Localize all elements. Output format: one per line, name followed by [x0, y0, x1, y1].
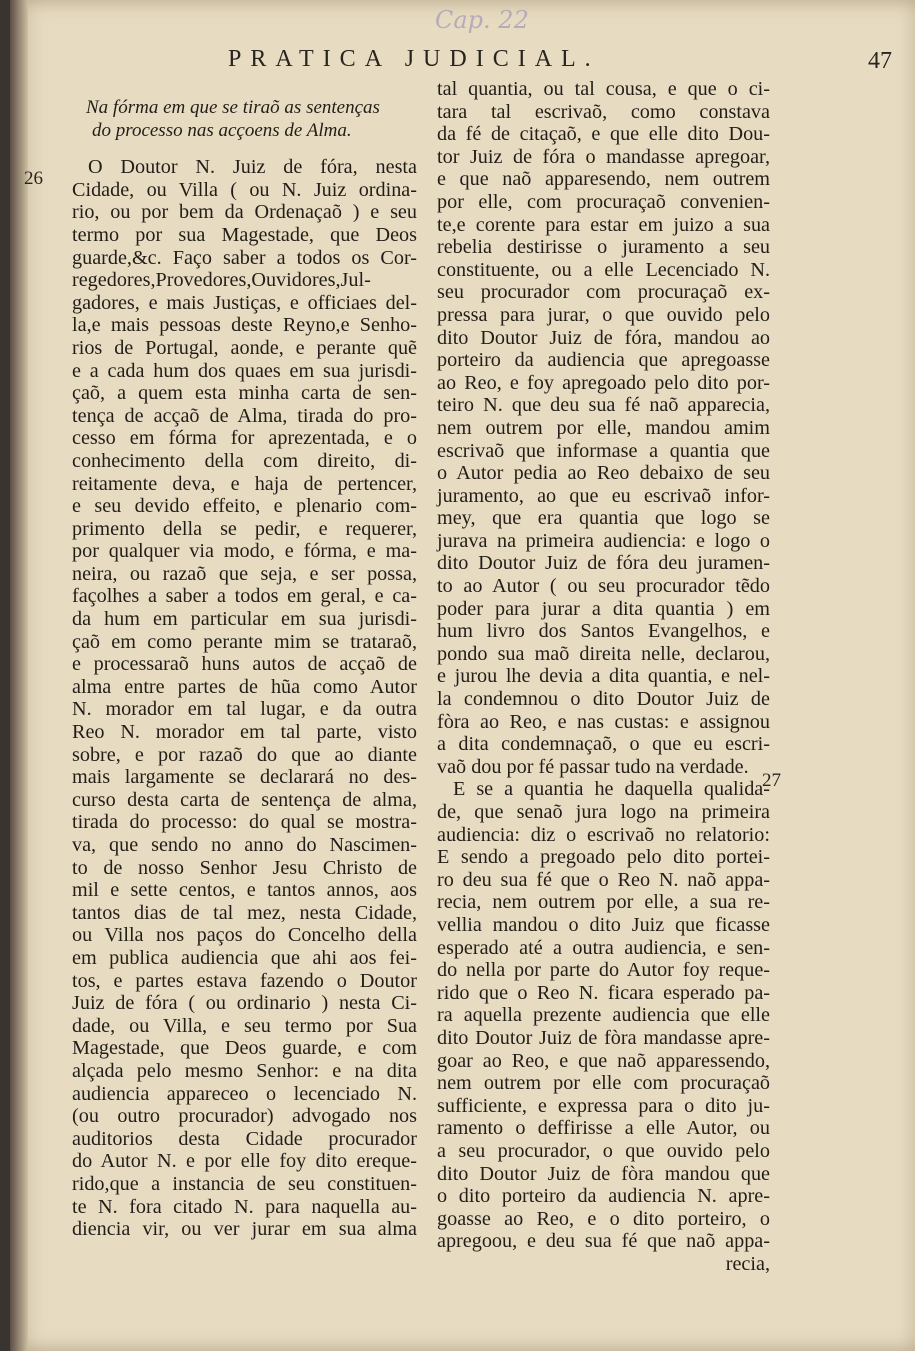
text-line: vellia mandou o dito Juiz que ficasse — [437, 913, 770, 936]
text-line: regedores,Provedores,Ouvidores,Jul- — [72, 269, 371, 292]
text-line: goasse ao Reo, e o dito porteiro, o — [437, 1207, 770, 1230]
text-line: rebelia destirisse o juramento a seu — [437, 236, 770, 259]
left-column-body — [72, 156, 417, 1241]
text-line: hum livro dos Santos Evangelhos, e — [437, 620, 770, 643]
text-line: la,e mais pessoas deste Reyno,e Senho- — [72, 314, 417, 337]
text-line: a dita condemnaçaõ, o que eu escri- — [437, 733, 770, 756]
text-line: mey, que era quantia que logo se — [437, 507, 770, 530]
catchword: recia, — [725, 1252, 770, 1275]
text-line: em publica audiencia que ahi aos fei- — [72, 946, 417, 969]
text-line: Juiz de fóra ( ou ordinario ) nesta Ci- — [72, 992, 417, 1015]
text-line: dade, ou Villa, e seu termo por Sua — [72, 1014, 417, 1037]
text-line: seu procurador com procuraçaõ ex- — [437, 281, 770, 304]
text-line: da fé de citaçaõ, e que elle dito Dou- — [437, 123, 770, 146]
text-line: escrivaõ que informase a quantia que — [437, 439, 770, 462]
text-line: recia, nem outrem por elle, a sua re- — [437, 891, 770, 914]
text-line: constituente, ou a elle Lecenciado N. — [437, 258, 770, 281]
text-line: poder para jurar a dita quantia ) em — [437, 597, 770, 620]
text-line: rio, ou por bem da Ordenaçaõ ) e seu — [72, 201, 417, 224]
right-column-body-part2 — [437, 778, 770, 1252]
page-number: 47 — [868, 48, 892, 74]
text-line: te,e corente para estar em juizo a sua — [437, 213, 770, 236]
text-line: do Autor N. e por elle foy dito ereque- — [72, 1150, 417, 1173]
text-line: ou Villa nos paços do Concelho della — [72, 924, 417, 947]
text-line: tal quantia, ou tal cousa, e que o ci- — [437, 78, 770, 100]
heading-spacer — [72, 142, 417, 156]
text-line: por qualquer via modo, e fórma, e ma- — [72, 540, 417, 563]
text-line: çaõ em como perante mim se trataraõ, — [72, 630, 417, 653]
text-line: sufficiente, e expressa para o dito ju- — [437, 1094, 770, 1117]
text-line: conhecimento della com direito, di- — [72, 449, 417, 472]
text-line: reitamente deva, e haja de pertencer, — [72, 472, 417, 495]
text-line: apregoou, e deu sua fé que naõ appa- — [437, 1230, 770, 1253]
text-line: e a cada hum dos quaes em sua jurisdi- — [72, 359, 417, 382]
text-line: alma entre partes de hũa como Autor — [72, 675, 417, 698]
text-line: pressa para jurar, o que ouvido pelo — [437, 303, 770, 326]
text-line: a seu procurador, o que ouvido pelo — [437, 1139, 770, 1162]
text-line: o dito porteiro da audiencia N. apre- — [437, 1185, 770, 1208]
running-head-title: PRATICA JUDICIAL. — [228, 46, 600, 72]
text-line: e processaraõ huns autos de acçaõ de — [72, 653, 417, 676]
text-line: tença de acçaõ de Alma, tirada do pro- — [72, 404, 417, 427]
text-line: tirada do processo: do qual se mostra- — [72, 811, 417, 834]
text-line: E se a quantia he daquella qualida- — [453, 778, 770, 801]
text-line: Cidade, ou Villa ( ou N. Juiz ordina- — [72, 178, 417, 201]
text-line: ro deu sua fé que o Reo N. naõ appa- — [437, 868, 770, 891]
text-line: mais largamente se declarará no des- — [72, 766, 417, 789]
text-line: curso desta carta de sentença de alma, — [72, 788, 417, 811]
text-line: auditorios desta Cidade procurador — [72, 1127, 417, 1150]
text-line: jurava na primeira audiencia: e logo o — [437, 529, 770, 552]
handwritten-note: Cap. 22 — [435, 6, 529, 34]
text-line: fòra ao Reo, e nas custas: e assignou — [437, 710, 770, 733]
book-page — [10, 0, 915, 1351]
text-line: goar ao Reo, e que naõ apparessendo, — [437, 1049, 770, 1072]
right-text-column — [437, 78, 770, 1275]
text-line: e que naõ apparesendo, nem outrem — [437, 168, 770, 191]
text-line: diencia vir, ou ver jurar em sua alma — [72, 1218, 417, 1241]
text-line: dito Doutor Juiz de fóra deu juramen- — [437, 552, 770, 575]
margin-paragraph-number-left: 26 — [24, 168, 43, 189]
text-line: guarde,&c. Faço saber a todos os Cor- — [72, 246, 417, 269]
text-line: E sendo a pregoado pelo dito portei- — [437, 846, 770, 869]
text-line: dito Doutor Juiz de fòra mandasse apre- — [437, 1026, 770, 1049]
text-line: ra aquella prezente audiencia que elle — [437, 1004, 770, 1027]
text-line: çaõ, a quem esta minha carta de sen- — [72, 382, 417, 405]
text-line: audiencia: diz o escrivaõ no relatorio: — [437, 823, 770, 846]
text-line: ramento o deffirisse a elle Autor, ou — [437, 1117, 770, 1140]
text-line: primento della se pedir, e requerer, — [72, 517, 417, 540]
text-line: nem outrem por elle com procuraçaõ — [437, 1072, 770, 1095]
text-line: porteiro da audiencia que apregoasse — [437, 349, 770, 372]
left-text-column — [72, 97, 417, 1241]
text-line: rido que o Reo N. ficara esperado pa- — [437, 981, 770, 1004]
text-line: tor Juiz de fóra o mandasse apregoar, — [437, 145, 770, 168]
text-line: N. morador em tal lugar, e da outra — [72, 698, 417, 721]
text-line: dito Doutor Juiz de fóra, mandou ao — [437, 326, 770, 349]
margin-paragraph-number-right: 27 — [762, 770, 781, 791]
text-line: de, que senaõ jura logo na primeira — [437, 801, 770, 823]
text-line: mil e sette centos, e tantos annos, aos — [72, 879, 417, 902]
text-line: rios de Portugal, aonde, e perante quẽ — [72, 336, 417, 359]
text-line: rido,que a instancia de seu constituen- — [72, 1172, 417, 1195]
text-line: va, que sendo no anno do Nascimen- — [72, 834, 417, 856]
text-line: tantos dias de tal mez, nesta Cidade, — [72, 901, 417, 924]
text-line: tara tal escrivaõ, como constava — [437, 100, 770, 123]
text-line: da hum em particular em sua jurisdi- — [72, 608, 417, 631]
text-line: O Doutor N. Juiz de fóra, nesta — [88, 156, 417, 179]
text-line: to ao Autor ( ou seu procurador tẽdo — [437, 575, 770, 598]
text-line: gadores, e mais Justiças, e officiaes del- — [72, 291, 417, 314]
text-line: Reo N. morador em tal parte, visto — [72, 721, 417, 744]
text-line: ao Reo, e foy apregoado pelo dito por- — [437, 371, 770, 394]
text-line: (ou outro procurador) advogado nos — [72, 1105, 417, 1128]
text-line: termo por sua Magestade, que Deos — [72, 223, 417, 246]
text-line: o Autor pedia ao Reo debaixo de seu — [437, 462, 770, 485]
text-line: to de nosso Senhor Jesu Christo de — [72, 856, 417, 879]
text-line: pondo sua maõ direita nelle, declarou, — [437, 642, 770, 665]
text-line: por elle, com procuraçaõ convenien- — [437, 190, 770, 213]
page-gutter-shadow — [10, 0, 28, 1351]
text-line: do nella por parte do Autor foy reque- — [437, 959, 770, 982]
right-column-body-part1 — [437, 78, 770, 778]
text-line: la condemnou o dito Doutor Juiz de — [437, 688, 770, 711]
text-line: teiro N. que deu sua fé naõ apparecia, — [437, 394, 770, 417]
text-line: nem outrem por elle, mandou amim — [437, 416, 770, 439]
text-line: façolhes a saber a todos em geral, e ca- — [72, 585, 417, 608]
text-line: neira, ou razaõ que seja, e ser possa, — [72, 562, 417, 585]
section-heading-line: do processo nas acçoens de Alma. — [92, 119, 352, 141]
text-line: Magestade, que Deos guarde, e com — [72, 1037, 417, 1060]
text-line: e jurou lhe devia a dita quantia, e nel- — [437, 665, 770, 688]
text-line: vaõ dou por fé passar tudo na verdade. — [437, 755, 749, 778]
text-line: dito Doutor Juiz de fòra mandou que — [437, 1162, 770, 1185]
text-line: sobre, e por razaõ do que ao diante — [72, 743, 417, 766]
text-line: tos, e partes estava fazendo o Doutor — [72, 969, 417, 992]
text-line: esperado até a outra audiencia, e sen- — [437, 936, 770, 959]
text-line: juramento, ao que eu escrivaõ infor- — [437, 484, 770, 507]
text-line: audiencia appareceo o lecenciado N. — [72, 1082, 417, 1105]
section-heading-line: Na fórma em que se tiraõ as sentenças — [86, 97, 380, 118]
text-line: e seu devido effeito, e plenario com- — [72, 495, 417, 518]
text-line: te N. fora citado N. para naquella au- — [72, 1195, 417, 1218]
text-line: alçada pelo mesmo Senhor: e na dita — [72, 1059, 417, 1082]
text-line: cesso em fórma for aprezentada, e o — [72, 427, 417, 450]
